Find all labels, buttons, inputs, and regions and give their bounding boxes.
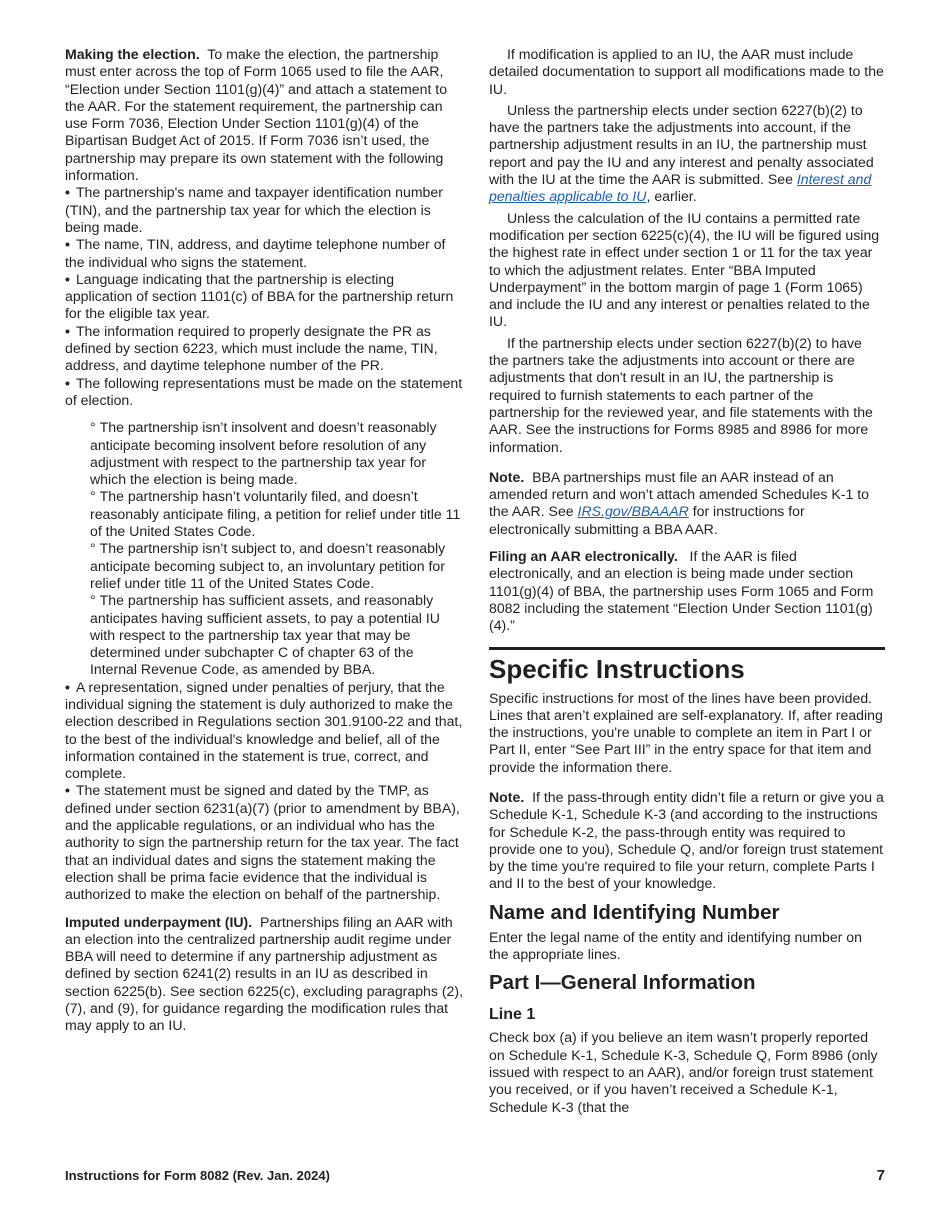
making-election-heading: Making the election. — [65, 46, 200, 62]
bullets-b — [65, 679, 463, 904]
line1-heading: Line 1 — [489, 1006, 536, 1024]
filing-body: If the AAR is filed electronically, and an election is being made under section 1101(g)(4) of BBA, the partnership uses Form 1065 and Form 8082 including the statement “Election Under Section 1101(g)(4).” — [489, 548, 874, 634]
line1-body: Check box (a) if you believe an item wasn’t properly reported on Schedule K-1, Schedule K-3, Schedule Q, Form 8986 (only issued with respect to an AAR), and/or foreign trust statement you received, or if you haven’t received a Schedule K-1, Schedule K-3 (that the — [489, 1029, 878, 1115]
note-bba-text: BBA partnerships must file an AAR instead of an amended return and won’t attach amended Schedules K-1 to the AAR. See — [489, 468, 869, 520]
interest-penalties-link[interactable]: Interest and penalties applicable to IU — [489, 171, 872, 205]
making-election-paragraph — [65, 46, 463, 184]
irs-bbaaar-link[interactable]: IRS.gov/BBAAAR — [577, 503, 689, 520]
adjustments-paragraph: If the partnership elects under section 6227(b)(2) to have the partners take the adjustments into account or there are adjustments that don't result in an IU, the partnership is required to furnish statements to each partner of the partnership for the reviewed year, and file statements with the AAR. See the instructions for Forms 8985 and 8986 for more information. — [489, 334, 873, 455]
page-number: 7 — [876, 1167, 885, 1184]
report-iu-paragraph — [489, 102, 885, 206]
bullet-item: • The information required to properly designate the PR as defined by section 6223, which must include the name, TIN, address, and daytime telephone number of the PR. — [65, 323, 463, 375]
report-iu-text-end: , earlier. — [646, 188, 697, 205]
bullet-item: • The following representations must be made on the statement of election. — [65, 375, 463, 410]
sub-bullet-item: ° The partnership isn’t subject to, and doesn’t reasonably anticipate becoming subject to, an involuntary petition for relief under title 11 of the United States Code. — [90, 540, 463, 592]
iu-paragraph — [65, 914, 463, 1035]
sub-bullet-item: ° The partnership has sufficient assets, and reasonably anticipates having sufficient assets, to pay a potential IU with respect to the partnership tax year that may be determined under subchapter C of chapter 63 of the Internal Revenue Code, as amended by BBA. — [90, 592, 463, 678]
footer-form-title: Instructions for Form 8082 (Rev. Jan. 2024) — [65, 1168, 330, 1183]
report-iu-text: Unless the partnership elects under section 6227(b)(2) to have the partners take the adjustments into account, if the partnership adjustment results in an IU, the partnership must report and pay the IU and any interest and penalty associated with the IU at the time the AAR is submitted. See — [489, 101, 874, 188]
note-bba-text-end: for instructions for electronically submitting a BBA AAR. — [489, 503, 805, 537]
name-identifying-body: Enter the legal name of the entity and identifying number on the appropriate lines. — [489, 928, 862, 963]
note-bba-paragraph — [489, 469, 885, 538]
specific-instructions-title: Specific Instructions — [489, 653, 745, 684]
section-divider — [489, 647, 885, 650]
filing-paragraph — [489, 548, 885, 634]
bullet-item: • Language indicating that the partnership is electing application of section 1101(c) of BBA for the partnership return for the eligible tax year. — [65, 271, 463, 323]
left-column — [65, 46, 463, 1035]
sub-bullets — [65, 419, 463, 678]
right-column — [489, 46, 885, 1116]
modification-paragraph: If modification is applied to an IU, the AAR must include detailed documentation to support all modifications made to the IU. — [489, 46, 884, 97]
name-identifying-heading: Name and Identifying Number — [489, 900, 780, 924]
iu-body: Partnerships filing an AAR with an election into the centralized partnership audit regime under BBA will need to determine if any partnership adjustment as defined by section 6241(2) results in an IU as described in section 6225(b). See section 6225(c), excluding paragraphs (2), (7), and (9), for guidance regarding the modification rules that may apply to an IU. — [65, 913, 463, 1034]
sub-bullet-item: ° The partnership isn’t insolvent and doesn’t reasonably anticipate becoming insolvent before resolution of any adjustment with respect to the partnership tax year for which the election is being made. — [90, 419, 463, 488]
bullet-item: • The partnership's name and taxpayer identification number (TIN), and the partnership tax year for which the election is being made. — [65, 184, 463, 236]
bullets-a — [65, 184, 463, 409]
bullet-item: • A representation, signed under penalties of perjury, that the individual signing the statement is duly authorized to make the election described in Regulations section 301.9100-22 and that, to the best of the individual's knowledge and belief, all of the information contained in the statement is true, correct, and complete. — [65, 679, 463, 783]
bullet-item: • The name, TIN, address, and daytime telephone number of the individual who signs the statement. — [65, 236, 463, 271]
sub-bullet-item: ° The partnership hasn’t voluntarily filed, and doesn’t reasonably anticipate filing, a petition for relief under title 11 of the United States Code. — [90, 488, 463, 540]
part1-heading: Part I—General Information — [489, 971, 756, 995]
specific-instructions-body: Specific instructions for most of the lines have been provided. Lines that aren’t explained are self-explanatory. If, after reading the instructions, you're unable to complete an item in Part I or Part II, enter “See Part III” in the entry space for that item and provide the information there. — [489, 689, 883, 775]
note-label: Note. — [489, 468, 525, 485]
note-pass-through-paragraph — [489, 789, 885, 893]
note-pass-through-body: If the pass-through entity didn’t file a return or give you a Schedule K-1, Schedule K-3 (and according to the instructions for Schedule K-2, the pass-through entity was required to provide one to you), Schedule Q, and/or foreign trust statement by the time you're required to file your return, complete Parts I and II to the best of your knowledge. — [489, 788, 884, 892]
rate-paragraph: Unless the calculation of the IU contains a permitted rate modification per section 6225(c)(4), the IU will be figured using the highest rate in effect under section 1 or 11 for the tax year to which the adjustment relates. Enter “BBA Imputed Underpayment” in the bottom margin of page 1 (Form 1065) and include the IU and any interest or penalties related to the IU. — [489, 209, 880, 330]
making-election-body: To make the election, the partnership must enter across the top of Form 1065 used to file the AAR, “Election under Section 1101(g)(4)” and attach a statement to the AAR. For the statement requirement, the partnership can use Form 7036, Election Under Section 1101(g)(4) of the Bipartisan Budget Act of 2015. If Form 7036 isn’t used, the partnership may prepare its own statement with the following information. — [65, 46, 448, 184]
iu-heading: Imputed underpayment (IU). — [65, 913, 253, 930]
note-label: Note. — [489, 788, 525, 805]
filing-heading: Filing an AAR electronically. — [489, 548, 678, 565]
bullet-item: • The statement must be signed and dated by the TMP, as defined under section 6231(a)(7) (prior to amendment by BBA), and the applicable regulations, or an individual who has the authority to sign the partnership return for the tax year. The fact that an individual dates and signs the statement making the election shall be prima facie evidence that the individual is authorized to make the election on behalf of the partnership. — [65, 782, 463, 903]
